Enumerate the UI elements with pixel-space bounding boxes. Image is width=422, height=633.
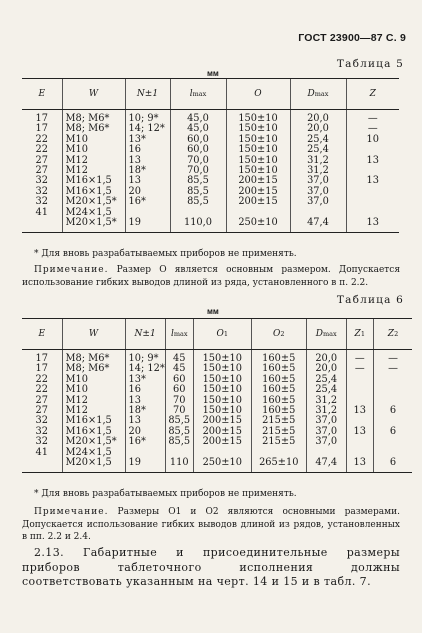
table6-footnote: * Для вновь разрабатываемых приборов не применять. <box>34 489 297 499</box>
table5-cell: 20,0 <box>290 110 346 125</box>
table5-cell: 37,0 <box>290 187 346 197</box>
table6-cell: 17 <box>35 353 48 364</box>
table6-header-n: N±1 <box>125 319 165 350</box>
table6-cell: 250±10 <box>193 458 251 473</box>
table5-row <box>22 110 399 125</box>
table6-cell: 25,4 <box>306 385 346 395</box>
table5-cell: 27 <box>35 154 48 166</box>
table6-cell: — <box>373 350 412 365</box>
table6-cell: 13 <box>346 427 373 437</box>
table6-cell: 200±15 <box>193 416 251 426</box>
table5-cell: 60,0 <box>170 135 226 145</box>
table6-cell: 32 <box>35 425 48 437</box>
table5-cell: M12 <box>62 166 125 176</box>
table6-cell: 160±5 <box>251 364 306 374</box>
table6-cell: 17 <box>35 363 48 375</box>
table5-cell: 150±10 <box>226 145 290 155</box>
table5-cell: M16×1,5 <box>62 187 125 197</box>
table5-cell: 250±10 <box>226 218 290 233</box>
table6 <box>22 318 412 473</box>
page-header: ГОСТ 23900—87 С. 9 <box>298 32 406 44</box>
table6-header-o2: O2 <box>251 319 306 350</box>
table5-cell: 17 <box>35 123 48 135</box>
table5-header-d: Dmax <box>290 79 346 110</box>
table6-cell: 22 <box>35 384 48 396</box>
table5-cell: 13* <box>125 135 170 145</box>
table6-cell: 215±5 <box>251 427 306 437</box>
table5-cell: 150±10 <box>226 124 290 134</box>
table6-header-d: Dmax <box>306 319 346 350</box>
table5-note <box>22 264 400 289</box>
table6-cell: 85,5 <box>165 427 193 437</box>
table5-cell: 200±15 <box>226 187 290 197</box>
table6-cell: 70 <box>165 406 193 416</box>
table6-cell: 150±10 <box>193 385 251 395</box>
table6-cell: 13 <box>346 458 373 473</box>
table5-cell: 22 <box>35 133 48 145</box>
table6-cell: 85,5 <box>165 437 193 447</box>
table6-cell <box>22 458 62 473</box>
table5-cell: 31,2 <box>290 166 346 176</box>
table6-cell: 14; 12* <box>125 364 165 374</box>
table6-cell: 41 <box>35 446 48 458</box>
table5-cell: 37,0 <box>290 176 346 186</box>
table5-cell: 150±10 <box>226 135 290 145</box>
table6-cell: — <box>346 350 373 365</box>
table5-note-text: Размер O является основным размером. Допускается использование гибких выводов длиной из ряда, установленного в п. 2.2. <box>22 265 400 288</box>
table5-cell: 13 <box>346 218 399 233</box>
table6-cell: 19 <box>125 458 165 473</box>
table5-cell: 47,4 <box>290 218 346 233</box>
table6-header-o1: O1 <box>193 319 251 350</box>
table5-cell: 70,0 <box>170 166 226 176</box>
table6-cell: M12 <box>62 396 125 406</box>
table6-cell: 27 <box>35 394 48 406</box>
table5-cell: M20×1,5* <box>62 197 125 207</box>
table5-cell: 13 <box>346 156 399 166</box>
table6-cell <box>346 385 373 395</box>
table6-note-text: Размеры O1 и O2 являются основными размерами. Допускается использование гибких выводов длиной из рядов, установленных в пп. 2.2 и 2.4. <box>22 507 400 542</box>
table6-cell: 160±5 <box>251 350 306 365</box>
table6-cell: 150±10 <box>193 406 251 416</box>
table6-cell: 60 <box>165 385 193 395</box>
table5-cell: 22 <box>35 144 48 156</box>
table5-cell: 13 <box>125 176 170 186</box>
table5-cell: 16* <box>125 197 170 207</box>
table6-cell: 160±5 <box>251 406 306 416</box>
table5-cell: 13 <box>346 176 399 186</box>
table5 <box>22 78 399 233</box>
table5-header-row <box>22 79 399 110</box>
table6-cell: 31,2 <box>306 406 346 416</box>
table6-cell: — <box>373 364 412 374</box>
table5-cell: 10; 9* <box>125 110 170 125</box>
table6-cell: 70 <box>165 396 193 406</box>
table5-cell: 18* <box>125 166 170 176</box>
table6-cell: — <box>346 364 373 374</box>
table5-cell: 19 <box>125 218 170 233</box>
table5-cell <box>22 218 62 233</box>
table6-cell: M8; M6* <box>62 364 125 374</box>
table5-header-z: Z <box>346 79 399 110</box>
table5-cell: M10 <box>62 145 125 155</box>
table6-cell: 45 <box>165 364 193 374</box>
table6-cell: 37,0 <box>306 437 346 447</box>
section-2-13-paragraph: 2.13. Габаритные и присоединительные размеры приборов таблеточного исполнения должны соответствовать указанным на черт. 14 и 15 и в табл. 7. <box>22 546 400 588</box>
table6-cell: 150±10 <box>193 396 251 406</box>
table5-header-e: E <box>22 79 62 110</box>
table6-cell: 60 <box>165 375 193 385</box>
table5-note-label: Примечание. <box>34 265 109 275</box>
table5-row <box>22 218 399 233</box>
table6-header-l: lmax <box>165 319 193 350</box>
table6-note-label: Примечание. <box>34 507 109 517</box>
table6-unit: мм <box>207 307 219 316</box>
table6-cell: M10 <box>62 375 125 385</box>
table6-cell: 150±10 <box>193 375 251 385</box>
table6-cell: M12 <box>62 406 125 416</box>
table5-cell: 60,0 <box>170 145 226 155</box>
table6-cell: 150±10 <box>193 364 251 374</box>
table6-cell: 22 <box>35 373 48 385</box>
table6-cell: 13 <box>125 396 165 406</box>
table6-cell: 32 <box>35 415 48 427</box>
table6-cell: M20×1,5* <box>62 437 125 447</box>
table5-cell: 20 <box>125 187 170 197</box>
table6-cell: 215±5 <box>251 416 306 426</box>
table6-cell: 265±10 <box>251 458 306 473</box>
table6-cell <box>373 375 412 385</box>
table5-cell: 200±15 <box>226 176 290 186</box>
table5-cell <box>346 187 399 197</box>
table6-cell: M20×1,5 <box>62 458 125 473</box>
table6-cell: 16 <box>125 385 165 395</box>
table6-name: Таблица 6 <box>336 294 404 306</box>
table6-cell: 13 <box>125 416 165 426</box>
table5-cell: M24×1,5 <box>62 208 125 218</box>
table5-cell: 32 <box>35 196 48 208</box>
table5-unit: мм <box>207 69 219 78</box>
table5-cell: M8; M6* <box>62 124 125 134</box>
table6-cell: 6 <box>373 427 412 437</box>
table5-name: Таблица 5 <box>336 58 404 70</box>
table6-cell: 37,0 <box>306 427 346 437</box>
table5-cell: 32 <box>35 185 48 197</box>
table6-header-z1: Z1 <box>346 319 373 350</box>
table6-cell: 20,0 <box>306 364 346 374</box>
table5-header-l: lmax <box>170 79 226 110</box>
table6-cell <box>346 375 373 385</box>
table5-cell: 150±10 <box>226 166 290 176</box>
table5-cell: 150±10 <box>226 156 290 166</box>
table5-cell: — <box>346 110 399 125</box>
table6-cell: 37,0 <box>306 416 346 426</box>
table5-cell: 32 <box>35 175 48 187</box>
table6-cell <box>346 437 373 447</box>
table5-cell: M10 <box>62 135 125 145</box>
table6-cell: 25,4 <box>306 375 346 385</box>
table5-cell: 10 <box>346 135 399 145</box>
table5-cell: 85,5 <box>170 176 226 186</box>
table6-row <box>22 350 412 365</box>
table6-cell: 110 <box>165 458 193 473</box>
table5-cell: M12 <box>62 156 125 166</box>
table5-cell: M16×1,5 <box>62 176 125 186</box>
table6-cell: M8; M6* <box>62 350 125 365</box>
table6-cell: 6 <box>373 406 412 416</box>
table5-footnote: * Для вновь разрабатываемых приборов не применять. <box>34 249 297 259</box>
table6-cell <box>373 437 412 447</box>
table6-cell: 200±15 <box>193 427 251 437</box>
table6-header-z2: Z2 <box>373 319 412 350</box>
table6-cell: 20,0 <box>306 350 346 365</box>
table6-cell: 160±5 <box>251 396 306 406</box>
table5-cell: 20,0 <box>290 124 346 134</box>
table5-cell: 70,0 <box>170 156 226 166</box>
table6-cell: 150±10 <box>193 350 251 365</box>
table5-cell: 16 <box>125 145 170 155</box>
table6-cell: 20 <box>125 427 165 437</box>
table5-header-n: N±1 <box>125 79 170 110</box>
table6-cell: M24×1,5 <box>62 448 125 458</box>
table6-cell: 13 <box>346 406 373 416</box>
table6-cell: 32 <box>35 436 48 448</box>
table6-cell: 16* <box>125 437 165 447</box>
table6-cell <box>373 385 412 395</box>
table5-cell: 17 <box>35 113 48 124</box>
table6-cell: 200±15 <box>193 437 251 447</box>
table6-cell: M16×1,5 <box>62 416 125 426</box>
table5-cell: 110,0 <box>170 218 226 233</box>
table5-cell: 13 <box>125 156 170 166</box>
table5-cell: 200±15 <box>226 197 290 207</box>
table5-cell: — <box>346 124 399 134</box>
table6-cell: 47,4 <box>306 458 346 473</box>
table5-cell: 31,2 <box>290 156 346 166</box>
table5-header-w: W <box>62 79 125 110</box>
table5-cell: 37,0 <box>290 197 346 207</box>
table6-header-w: W <box>62 319 125 350</box>
table5-cell: 85,5 <box>170 187 226 197</box>
table6-cell: 160±5 <box>251 385 306 395</box>
table6-cell: 160±5 <box>251 375 306 385</box>
table6-row <box>22 458 412 473</box>
table6-cell: 45 <box>165 350 193 365</box>
table6-header-e: E <box>22 319 62 350</box>
table6-cell: 85,5 <box>165 416 193 426</box>
table5-cell: 25,4 <box>290 145 346 155</box>
table5-cell: M8; M6* <box>62 110 125 125</box>
table5-cell: 85,5 <box>170 197 226 207</box>
table5-cell: 25,4 <box>290 135 346 145</box>
table5-cell: 150±10 <box>226 110 290 125</box>
table5-cell: 14; 12* <box>125 124 170 134</box>
table5-header-o: O <box>226 79 290 110</box>
table6-cell: 13* <box>125 375 165 385</box>
table6-cell: M10 <box>62 385 125 395</box>
table6-header-row <box>22 319 412 350</box>
table6-note <box>22 506 400 544</box>
table6-cell: 27 <box>35 405 48 417</box>
table6-cell: 215±5 <box>251 437 306 447</box>
table5-cell: 41 <box>35 206 48 218</box>
table5-cell: M20×1,5* <box>62 218 125 233</box>
table6-cell: 6 <box>373 458 412 473</box>
table6-cell: M16×1,5 <box>62 427 125 437</box>
table6-cell: 10; 9* <box>125 350 165 365</box>
table5-cell <box>346 197 399 207</box>
table5-cell: 27 <box>35 165 48 177</box>
table6-cell: 31,2 <box>306 396 346 406</box>
table6-cell: 18* <box>125 406 165 416</box>
table5-cell: 45,0 <box>170 124 226 134</box>
table5-cell: 45,0 <box>170 110 226 125</box>
